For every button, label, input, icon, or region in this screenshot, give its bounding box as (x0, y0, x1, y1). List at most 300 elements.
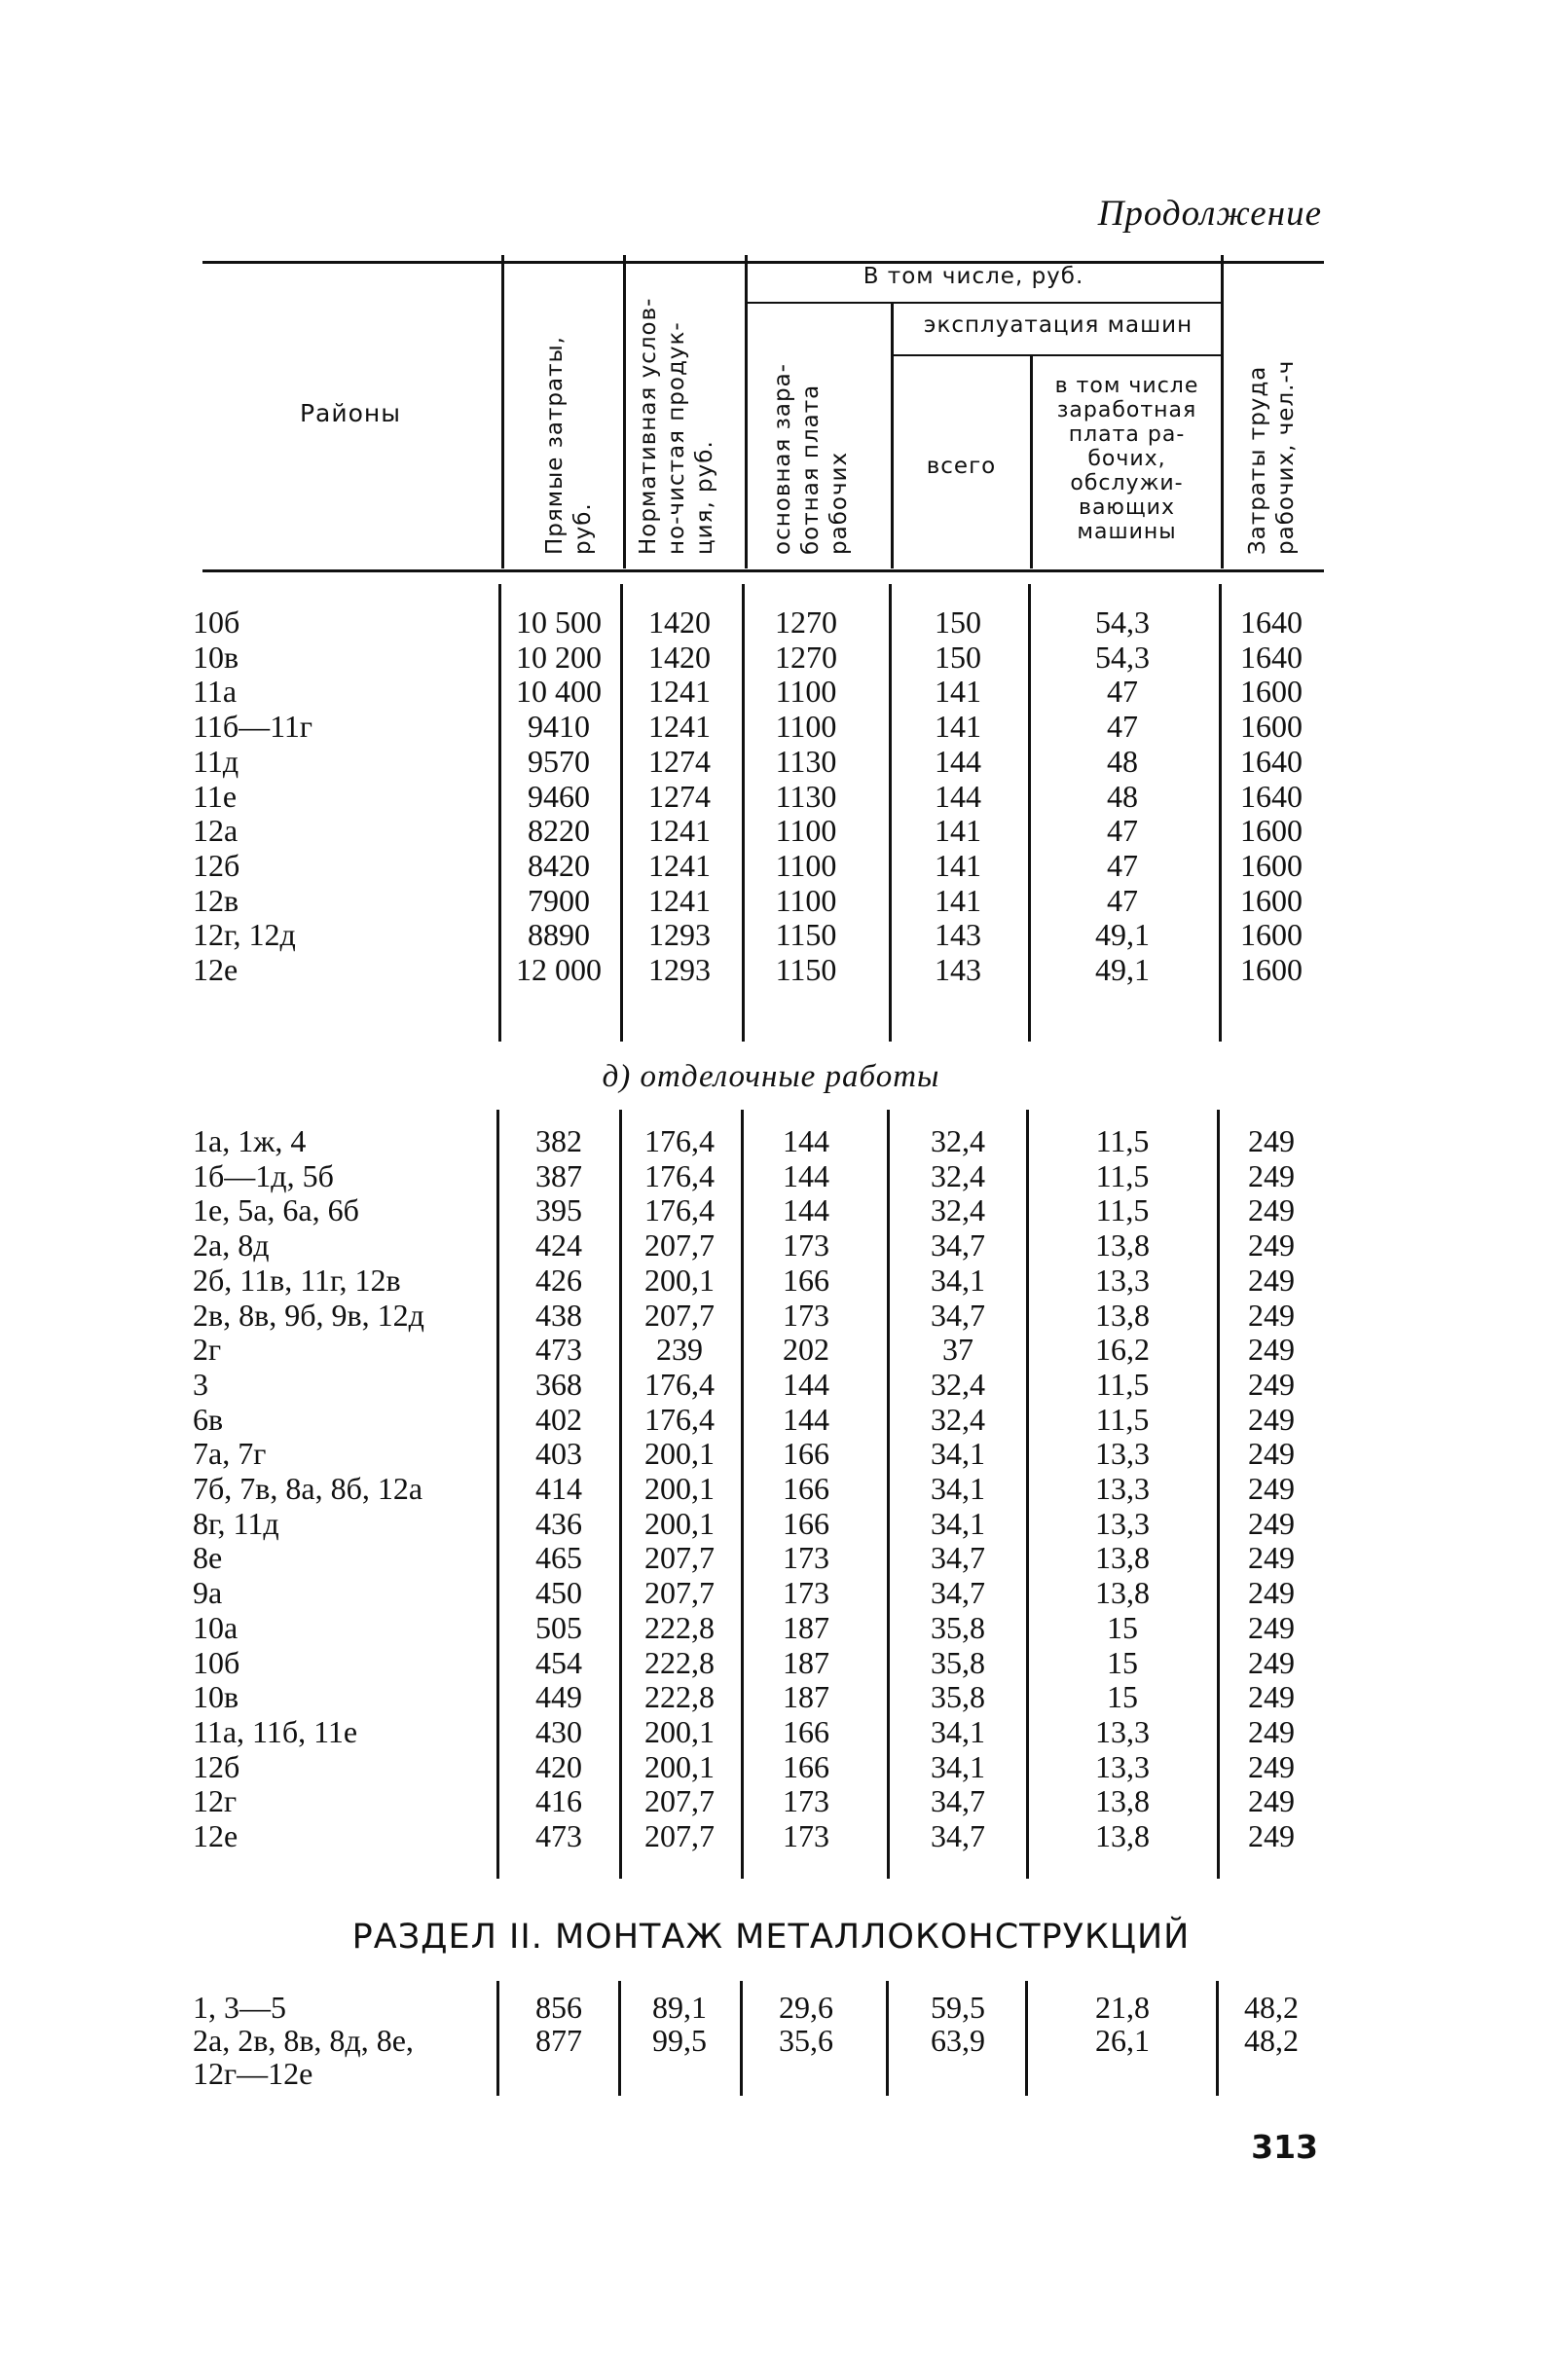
district-cell: 2а, 8д (193, 1227, 270, 1263)
direct-costs-cell: 473 (535, 1818, 582, 1853)
machine-wage-cell: 13,3 (1095, 1713, 1150, 1749)
labor-cell: 249 (1248, 1505, 1295, 1541)
section-title: РАЗДЕЛ II. МОНТАЖ МЕТАЛЛОКОНСТРУКЦИЙ (351, 1918, 1191, 1957)
base-wage-cell: 1100 (775, 674, 837, 710)
direct-costs-cell: 414 (535, 1471, 582, 1506)
direct-costs-cell: 12 000 (516, 952, 602, 987)
table-row (193, 2057, 1322, 2090)
labor-cell: 1640 (1240, 778, 1303, 814)
normative-output-cell: 176,4 (644, 1401, 715, 1437)
machine-total-cell: 59,5 (931, 1990, 985, 2025)
labor-cell: 249 (1248, 1123, 1295, 1158)
machine-wage-cell: 13,8 (1095, 1783, 1150, 1819)
base-wage-cell: 144 (783, 1401, 829, 1437)
labor-cell: 249 (1248, 1609, 1295, 1645)
machine-wage-cell: 13,8 (1095, 1575, 1150, 1611)
district-cell: 12г (193, 1783, 238, 1819)
machine-total-cell: 34,7 (931, 1783, 985, 1819)
direct-costs-cell: 877 (535, 2023, 582, 2058)
labor-cell: 249 (1248, 1748, 1295, 1784)
base-wage-cell: 1270 (775, 604, 837, 640)
machine-total-cell: 35,8 (931, 1609, 985, 1645)
machine-total-cell: 32,4 (931, 1157, 985, 1193)
labor-cell: 249 (1248, 1644, 1295, 1680)
base-wage-cell: 1150 (775, 952, 837, 987)
table-row (193, 1159, 1322, 1194)
base-wage-cell: 1130 (775, 743, 837, 779)
district-cell: 11б—11г (193, 709, 313, 745)
machine-wage-cell: 49,1 (1095, 952, 1150, 987)
base-wage-cell: 166 (783, 1505, 829, 1541)
header-divider (891, 304, 894, 568)
normative-output-cell: 1274 (648, 778, 711, 814)
normative-output-cell: 1241 (648, 674, 711, 710)
labor-cell: 249 (1248, 1297, 1295, 1333)
direct-costs-cell: 465 (535, 1540, 582, 1576)
district-cell: 12в (193, 882, 239, 918)
district-cell: 1б—1д, 5б (193, 1157, 334, 1193)
machine-total-cell: 34,7 (931, 1227, 985, 1263)
table-row (193, 710, 1322, 745)
district-cell: 7а, 7г (193, 1436, 267, 1472)
machine-wage-cell: 54,3 (1095, 604, 1150, 640)
machine-wage-cell: 13,8 (1095, 1227, 1150, 1263)
labor-cell: 1640 (1240, 639, 1303, 675)
normative-output-cell: 1420 (648, 639, 711, 675)
normative-output-cell: 239 (656, 1332, 703, 1368)
table-row (193, 1645, 1322, 1680)
machine-total-cell: 141 (935, 882, 981, 918)
normative-output-cell: 207,7 (644, 1540, 715, 1576)
header-including: В том числе, руб. (863, 264, 1084, 289)
header-divider (745, 255, 748, 568)
direct-costs-cell: 387 (535, 1157, 582, 1193)
district-cell: 2б, 11в, 11г, 12в (193, 1262, 401, 1298)
base-wage-cell: 144 (783, 1366, 829, 1402)
direct-costs-cell: 424 (535, 1227, 582, 1263)
normative-output-cell: 1293 (648, 917, 711, 953)
labor-cell: 1600 (1240, 709, 1303, 745)
district-cell: 11д (193, 743, 239, 779)
machine-total-cell: 34,7 (931, 1540, 985, 1576)
header-direct-costs: Прямые затраты, руб. (542, 336, 596, 555)
header-divider (623, 255, 626, 568)
table-row (193, 849, 1322, 884)
labor-cell: 249 (1248, 1192, 1295, 1228)
base-wage-cell: 173 (783, 1297, 829, 1333)
base-wage-cell: 202 (783, 1332, 829, 1368)
table-row (193, 814, 1322, 849)
district-cell: 10б (193, 604, 240, 640)
header-bottom-rule (202, 569, 1324, 572)
base-wage-cell: 1100 (775, 847, 837, 883)
table-row (193, 1749, 1322, 1784)
direct-costs-cell: 382 (535, 1123, 582, 1158)
machine-wage-cell: 47 (1107, 847, 1138, 883)
normative-output-cell: 207,7 (644, 1575, 715, 1611)
table-row (193, 884, 1322, 919)
base-wage-cell: 187 (783, 1609, 829, 1645)
normative-output-cell: 200,1 (644, 1436, 715, 1472)
district-cell: 10а (193, 1609, 239, 1645)
machine-wage-cell: 11,5 (1095, 1123, 1150, 1158)
labor-cell: 1600 (1240, 952, 1303, 987)
machine-wage-cell: 15 (1107, 1679, 1138, 1715)
direct-costs-cell: 9410 (528, 709, 590, 745)
direct-costs-cell: 368 (535, 1366, 582, 1402)
district-cell: 6в (193, 1401, 224, 1437)
labor-cell: 249 (1248, 1818, 1295, 1853)
including-rule (748, 302, 1221, 304)
district-cell: 11а (193, 674, 238, 710)
table-row (193, 1715, 1322, 1750)
labor-cell: 1600 (1240, 813, 1303, 849)
machine-wage-cell: 47 (1107, 709, 1138, 745)
machine-wage-cell: 48 (1107, 778, 1138, 814)
machine-total-cell: 32,4 (931, 1192, 985, 1228)
header-machine-operation: эксплуатация машин (923, 312, 1193, 338)
machine-wage-cell: 26,1 (1095, 2023, 1150, 2058)
machine-total-cell: 144 (935, 778, 981, 814)
direct-costs-cell: 395 (535, 1192, 582, 1228)
machine-total-cell: 34,1 (931, 1262, 985, 1298)
base-wage-cell: 187 (783, 1679, 829, 1715)
header-divider (1030, 356, 1033, 568)
table-row (193, 918, 1322, 953)
header-divider (1221, 255, 1224, 568)
normative-output-cell: 176,4 (644, 1123, 715, 1158)
direct-costs-cell: 420 (535, 1748, 582, 1784)
header-labor: Затраты труда рабочих, чел.-ч (1245, 359, 1299, 555)
machine-wage-cell: 54,3 (1095, 639, 1150, 675)
table-row (193, 1124, 1322, 1159)
machine-wage-cell: 47 (1107, 882, 1138, 918)
normative-output-cell: 1293 (648, 952, 711, 987)
table-row (193, 1611, 1322, 1646)
table-row (193, 745, 1322, 780)
normative-output-cell: 222,8 (644, 1679, 715, 1715)
table-row (193, 675, 1322, 710)
machine-total-cell: 32,4 (931, 1123, 985, 1158)
table-row (193, 1472, 1322, 1507)
machine-total-cell: 34,1 (931, 1713, 985, 1749)
machine-total-cell: 34,7 (931, 1575, 985, 1611)
machine-wage-cell: 47 (1107, 813, 1138, 849)
labor-cell: 249 (1248, 1783, 1295, 1819)
labor-cell: 249 (1248, 1575, 1295, 1611)
labor-cell: 249 (1248, 1679, 1295, 1715)
base-wage-cell: 173 (783, 1540, 829, 1576)
district-cell: 12е (193, 952, 239, 987)
base-wage-cell: 173 (783, 1575, 829, 1611)
normative-output-cell: 222,8 (644, 1644, 715, 1680)
table-row (193, 2024, 1322, 2057)
base-wage-cell: 35,6 (779, 2023, 833, 2058)
normative-output-cell: 207,7 (644, 1227, 715, 1263)
labor-cell: 1600 (1240, 847, 1303, 883)
labor-cell: 249 (1248, 1713, 1295, 1749)
direct-costs-cell: 426 (535, 1262, 582, 1298)
normative-output-cell: 1274 (648, 743, 711, 779)
machine-wage-cell: 15 (1107, 1609, 1138, 1645)
direct-costs-cell: 8890 (528, 917, 590, 953)
machine-total-cell: 34,1 (931, 1505, 985, 1541)
machine-wage-cell: 11,5 (1095, 1192, 1150, 1228)
labor-cell: 48,2 (1244, 1990, 1299, 2025)
direct-costs-cell: 9460 (528, 778, 590, 814)
normative-output-cell: 207,7 (644, 1818, 715, 1853)
page-number: 313 (1251, 2128, 1318, 2166)
normative-output-cell: 200,1 (644, 1471, 715, 1506)
normative-output-cell: 1241 (648, 882, 711, 918)
labor-cell: 249 (1248, 1332, 1295, 1368)
machine-wage-cell: 16,2 (1095, 1332, 1150, 1368)
normative-output-cell: 176,4 (644, 1366, 715, 1402)
labor-cell: 249 (1248, 1436, 1295, 1472)
machine-total-cell: 34,1 (931, 1748, 985, 1784)
machine-total-cell: 34,7 (931, 1818, 985, 1853)
district-cell: 7б, 7в, 8а, 8б, 12а (193, 1471, 423, 1506)
table-row (193, 779, 1322, 814)
direct-costs-cell: 449 (535, 1679, 582, 1715)
direct-costs-cell: 10 400 (516, 674, 602, 710)
labor-cell: 249 (1248, 1366, 1295, 1402)
district-cell: 9а (193, 1575, 223, 1611)
district-cell: 10б (193, 1644, 240, 1680)
district-cell: 2г (193, 1332, 222, 1368)
base-wage-cell: 166 (783, 1262, 829, 1298)
district-cell: 11е (193, 778, 238, 814)
machine-total-cell: 150 (935, 604, 981, 640)
table-row (193, 1680, 1322, 1715)
labor-cell: 1600 (1240, 674, 1303, 710)
base-wage-cell: 1100 (775, 813, 837, 849)
machine-wage-cell: 13,8 (1095, 1540, 1150, 1576)
machine-wage-cell: 13,3 (1095, 1262, 1150, 1298)
table-row (193, 1991, 1322, 2024)
machine-total-cell: 34,7 (931, 1297, 985, 1333)
labor-cell: 249 (1248, 1401, 1295, 1437)
machine-total-cell: 141 (935, 813, 981, 849)
labor-cell: 1640 (1240, 743, 1303, 779)
base-wage-cell: 173 (783, 1227, 829, 1263)
machine-wage-cell: 13,3 (1095, 1436, 1150, 1472)
table-row (193, 1507, 1322, 1542)
base-wage-cell: 173 (783, 1818, 829, 1853)
labor-cell: 249 (1248, 1262, 1295, 1298)
machine-total-cell: 32,4 (931, 1366, 985, 1402)
table-row (193, 605, 1322, 641)
normative-output-cell: 200,1 (644, 1713, 715, 1749)
base-wage-cell: 1100 (775, 709, 837, 745)
district-cell: 12г—12е (193, 2056, 313, 2091)
header-base-wage: основная зара- ботная плата рабочих (770, 363, 852, 555)
district-cell: 1е, 5а, 6а, 6б (193, 1192, 359, 1228)
normative-output-cell: 1420 (648, 604, 711, 640)
machine-wage-cell: 13,8 (1095, 1818, 1150, 1853)
district-cell: 3 (193, 1366, 208, 1402)
labor-cell: 249 (1248, 1157, 1295, 1193)
district-cell: 1а, 1ж, 4 (193, 1123, 307, 1158)
district-cell: 10в (193, 639, 239, 675)
section1-rows (193, 605, 1322, 988)
district-cell: 12б (193, 847, 240, 883)
machine-total-cell: 35,8 (931, 1644, 985, 1680)
base-wage-cell: 1270 (775, 639, 837, 675)
normative-output-cell: 222,8 (644, 1609, 715, 1645)
normative-output-cell: 200,1 (644, 1262, 715, 1298)
machine-wage-cell: 21,8 (1095, 1990, 1150, 2025)
table-row (193, 1368, 1322, 1403)
labor-cell: 1600 (1240, 882, 1303, 918)
table-row (193, 1193, 1322, 1228)
district-cell: 12е (193, 1818, 239, 1853)
base-wage-cell: 144 (783, 1157, 829, 1193)
table-top-rule (202, 261, 1324, 264)
normative-output-cell: 200,1 (644, 1748, 715, 1784)
table-row (193, 1541, 1322, 1576)
direct-costs-cell: 10 200 (516, 639, 602, 675)
table-row (193, 1263, 1322, 1299)
machine-total-cell: 141 (935, 847, 981, 883)
district-cell: 2в, 8в, 9б, 9в, 12д (193, 1297, 424, 1333)
machine-rule (894, 354, 1221, 356)
direct-costs-cell: 473 (535, 1332, 582, 1368)
machine-wage-cell: 13,3 (1095, 1505, 1150, 1541)
machine-wage-cell: 47 (1107, 674, 1138, 710)
header-divider (501, 255, 504, 568)
labor-cell: 249 (1248, 1471, 1295, 1506)
labor-cell: 249 (1248, 1227, 1295, 1263)
machine-total-cell: 144 (935, 743, 981, 779)
machine-wage-cell: 13,8 (1095, 1297, 1150, 1333)
machine-wage-cell: 13,3 (1095, 1748, 1150, 1784)
district-cell: 12г, 12д (193, 917, 296, 953)
direct-costs-cell: 856 (535, 1990, 582, 2025)
table-row (193, 1333, 1322, 1368)
header-normative-output: Нормативная услов- но-чистая продук- ция, руб. (636, 297, 717, 555)
table-row (193, 1403, 1322, 1438)
header-total: всего (926, 454, 997, 479)
machine-wage-cell: 11,5 (1095, 1401, 1150, 1437)
normative-output-cell: 176,4 (644, 1192, 715, 1228)
machine-total-cell: 143 (935, 952, 981, 987)
base-wage-cell: 166 (783, 1748, 829, 1784)
header-machine-wage: в том числе заработная плата ра- бочих, обслужи- вающих машины (1054, 374, 1199, 544)
base-wage-cell: 166 (783, 1713, 829, 1749)
direct-costs-cell: 450 (535, 1575, 582, 1611)
machine-wage-cell: 15 (1107, 1644, 1138, 1680)
table-row (193, 1437, 1322, 1472)
base-wage-cell: 1150 (775, 917, 837, 953)
machine-wage-cell: 11,5 (1095, 1157, 1150, 1193)
direct-costs-cell: 8220 (528, 813, 590, 849)
direct-costs-cell: 505 (535, 1609, 582, 1645)
table-row (193, 1819, 1322, 1854)
direct-costs-cell: 7900 (528, 882, 590, 918)
labor-cell: 1600 (1240, 917, 1303, 953)
normative-output-cell: 1241 (648, 813, 711, 849)
table-row (193, 953, 1322, 988)
base-wage-cell: 166 (783, 1436, 829, 1472)
table-row (193, 641, 1322, 676)
base-wage-cell: 1100 (775, 882, 837, 918)
machine-total-cell: 35,8 (931, 1679, 985, 1715)
labor-cell: 1640 (1240, 604, 1303, 640)
base-wage-cell: 187 (783, 1644, 829, 1680)
machine-wage-cell: 49,1 (1095, 917, 1150, 953)
machine-total-cell: 141 (935, 674, 981, 710)
table-row (193, 1298, 1322, 1333)
district-cell: 1, 3—5 (193, 1990, 286, 2025)
district-cell: 10в (193, 1679, 239, 1715)
table-row (193, 1228, 1322, 1263)
normative-output-cell: 200,1 (644, 1505, 715, 1541)
table-row (193, 1784, 1322, 1819)
table-row (193, 1576, 1322, 1611)
direct-costs-cell: 416 (535, 1783, 582, 1819)
base-wage-cell: 1130 (775, 778, 837, 814)
district-cell: 11а, 11б, 11е (193, 1713, 358, 1749)
base-wage-cell: 144 (783, 1192, 829, 1228)
machine-total-cell: 34,1 (931, 1471, 985, 1506)
base-wage-cell: 173 (783, 1783, 829, 1819)
direct-costs-cell: 9570 (528, 743, 590, 779)
machine-total-cell: 141 (935, 709, 981, 745)
subsection-title: д) отделочные работы (602, 1059, 940, 1094)
section3-rows (193, 1991, 1322, 2090)
direct-costs-cell: 430 (535, 1713, 582, 1749)
direct-costs-cell: 438 (535, 1297, 582, 1333)
machine-total-cell: 34,1 (931, 1436, 985, 1472)
district-cell: 2а, 2в, 8в, 8д, 8е, (193, 2023, 414, 2058)
machine-total-cell: 143 (935, 917, 981, 953)
normative-output-cell: 207,7 (644, 1783, 715, 1819)
machine-wage-cell: 48 (1107, 743, 1138, 779)
district-cell: 8г, 11д (193, 1505, 279, 1541)
normative-output-cell: 207,7 (644, 1297, 715, 1333)
section2-rows (193, 1124, 1322, 1853)
continuation-label: Продолжение (1097, 194, 1322, 234)
district-cell: 12а (193, 813, 239, 849)
machine-wage-cell: 11,5 (1095, 1366, 1150, 1402)
direct-costs-cell: 8420 (528, 847, 590, 883)
labor-cell: 48,2 (1244, 2023, 1299, 2058)
labor-cell: 249 (1248, 1540, 1295, 1576)
machine-total-cell: 32,4 (931, 1401, 985, 1437)
header-districts: Районы (299, 399, 402, 427)
normative-output-cell: 176,4 (644, 1157, 715, 1193)
normative-output-cell: 99,5 (652, 2023, 707, 2058)
direct-costs-cell: 10 500 (516, 604, 602, 640)
direct-costs-cell: 402 (535, 1401, 582, 1437)
base-wage-cell: 144 (783, 1123, 829, 1158)
normative-output-cell: 89,1 (652, 1990, 707, 2025)
direct-costs-cell: 436 (535, 1505, 582, 1541)
base-wage-cell: 29,6 (779, 1990, 833, 2025)
machine-total-cell: 150 (935, 639, 981, 675)
machine-total-cell: 63,9 (931, 2023, 985, 2058)
machine-wage-cell: 13,3 (1095, 1471, 1150, 1506)
normative-output-cell: 1241 (648, 709, 711, 745)
direct-costs-cell: 403 (535, 1436, 582, 1472)
district-cell: 8е (193, 1540, 223, 1576)
direct-costs-cell: 454 (535, 1644, 582, 1680)
normative-output-cell: 1241 (648, 847, 711, 883)
district-cell: 12б (193, 1748, 240, 1784)
base-wage-cell: 166 (783, 1471, 829, 1506)
machine-total-cell: 37 (942, 1332, 973, 1368)
